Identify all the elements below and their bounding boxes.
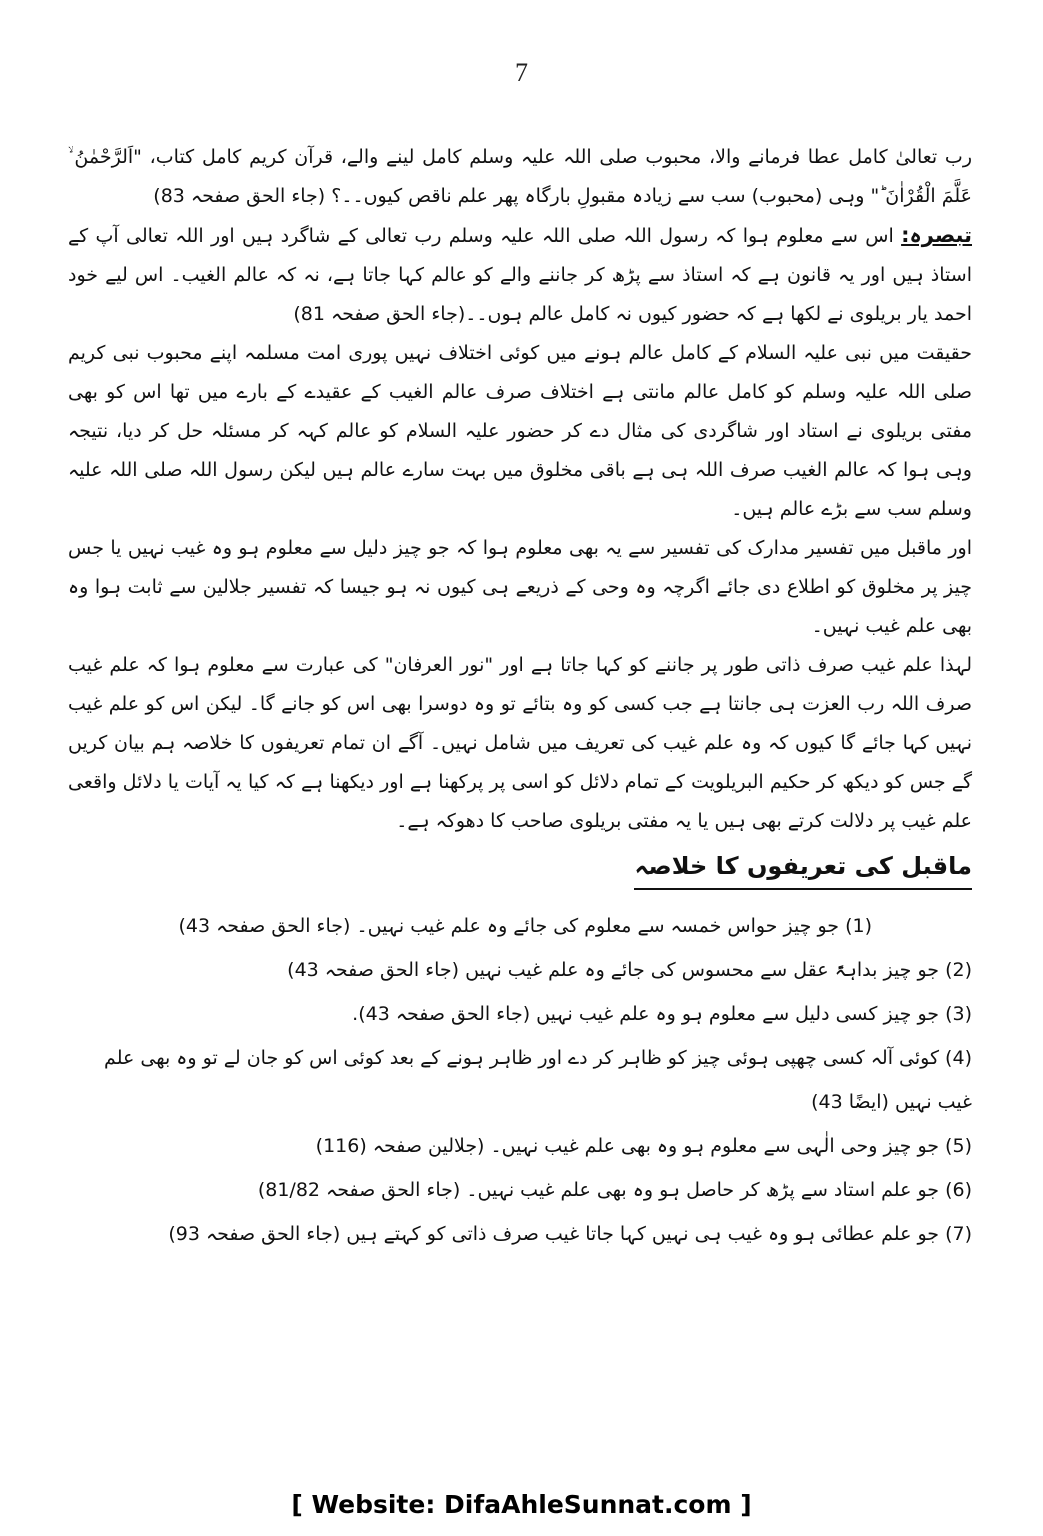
summary-item-4: (4) کوئی آلہ کسی چھپی ہوئی چیز کو ظاہر کر دے اور ظاہر ہونے کے بعد کوئی اس کو جان لے تو وہ بھی علم غیب نہیں (ایضًا 43) — [104, 1047, 972, 1113]
paragraph-4 — [68, 529, 972, 646]
summary-item-7: (7) جو علم عطائی ہو وہ غیب ہی نہیں کہا جاتا غیب صرف ذاتی کو کہتے ہیں (جاء الحق صفحہ 93) — [168, 1223, 972, 1245]
paragraph-text: لہذا علم غیب صرف ذاتی طور پر جاننے کو کہا جاتا ہے اور "نور العرفان" کی عبارت سے معلوم ہوا کہ علم غیب صرف اللہ رب العزت ہی جانتا ہے جب کسی کو وہ بتائے تو وہ دوسرا بھی اس کو جانے گا۔ لیکن اس کو علم غیب نہیں کہا جائے گا کیوں کہ وہ علم غیب کی تعریف میں شامل نہیں۔ آگے ان تمام تعریفوں کا خلاصہ ہم بیان کریں گے جس کو دیکھ کر حکیم البریلویت کے تمام دلائل کو اسی پر پرکھنا ہے اور دیکھنا ہے کہ کیا یہ آیات یا دلائل واقعی علم غیب پر دلالت کرتے بھی ہیں یا یہ مفتی بریلوی صاحب کا دھوکہ ہے۔ — [68, 654, 972, 832]
document-body — [68, 138, 972, 1256]
tabsira-label: تبصرہ: — [901, 223, 972, 247]
summary-item-3: (3) جو چیز کسی دلیل سے معلوم ہو وہ علم غیب نہیں (جاء الحق صفحہ 43). — [352, 1003, 972, 1025]
paragraph-text: اس سے معلوم ہوا کہ رسول اللہ صلی اللہ علیہ وسلم رب تعالی کے شاگرد ہیں اور اللہ تعالی آپ کے استاذ ہیں اور یہ قانون ہے کہ استاذ سے پڑھ کر جاننے والے کو عالم کہا جاتا ہے، نہ کہ عالم الغیب۔ اس لیے خود احمد یار بریلوی نے لکھا ہے کہ حضور کیوں نہ کامل عالم ہوں۔۔(جاء الحق صفحہ 81) — [68, 225, 972, 325]
paragraph-5 — [68, 646, 972, 841]
paragraph-text: رب تعالیٰ کامل عطا فرمانے والا، محبوب صلی اللہ علیہ وسلم کامل لینے والے، قرآن کریم کامل کتاب، "اَلرَّحْمٰنُ ۙ عَلَّمَ الْقُرْاٰنَ ؕ" وہی (محبوب) سب سے زیادہ مقبولِ بارگاہ پھر علم ناقص کیوں۔۔؟ (جاء الحق صفحہ 83) — [68, 146, 972, 207]
summary-item-1: (1) جو چیز حواس خمسہ سے معلوم کی جائے وہ علم غیب نہیں۔ (جاء الحق صفحہ 43) — [178, 915, 872, 937]
paragraph-text: اور ماقبل میں تفسیر مدارک کی تفسیر سے یہ بھی معلوم ہوا کہ جو چیز دلیل سے معلوم ہو وہ غیب نہیں یا جس چیز پر مخلوق کو اطلاع دی جائے اگرچہ وہ وحی کے ذریعے ہی کیوں نہ ہو جیسا کہ تفسیر جلالین سے ثابت ہوا وہ بھی علم غیب نہیں۔ — [68, 537, 972, 637]
paragraph-text: حقیقت میں نبی علیہ السلام کے کامل عالم ہونے میں کوئی اختلاف نہیں پوری امت مسلمہ اپنے محبوب نبی کریم صلی اللہ علیہ وسلم کو کامل عالم مانتی ہے اختلاف صرف عالم الغیب کے عقیدے کے بارے میں تھا اس کو بھی مفتی بریلوی نے استاد اور شاگردی کی مثال دے کر حضور علیہ السلام کو عالم کہہ کر مسئلہ حل کر دیا، نتیجہ وہی ہوا کہ عالم الغیب صرف اللہ ہی ہے باقی مخلوق میں بہت سارے عالم ہیں لیکن رسول اللہ صلی اللہ علیہ وسلم سب سے بڑے عالم ہیں۔ — [68, 342, 972, 520]
summary-heading: ماقبل کی تعریفوں کا خلاصہ — [634, 847, 972, 890]
summary-list — [68, 904, 972, 1256]
paragraph-tabsira — [68, 216, 972, 334]
summary-item-2: (2) جو چیز بداہۃً عقل سے محسوس کی جائے وہ علم غیب نہیں (جاء الحق صفحہ 43) — [287, 959, 972, 981]
summary-item-5: (5) جو چیز وحی الٰہی سے معلوم ہو وہ بھی علم غیب نہیں۔ (جلالین صفحہ (116) — [315, 1135, 972, 1157]
paragraph-1 — [68, 138, 972, 216]
page-number: 7 — [515, 58, 528, 87]
summary-item-6: (6) جو علم استاد سے پڑھ کر حاصل ہو وہ بھی علم غیب نہیں۔ (جاء الحق صفحہ 81/82) — [257, 1179, 972, 1201]
paragraph-3 — [68, 334, 972, 529]
website-footer: [ Website: DifaAhleSunnat.com ] — [291, 1490, 752, 1519]
